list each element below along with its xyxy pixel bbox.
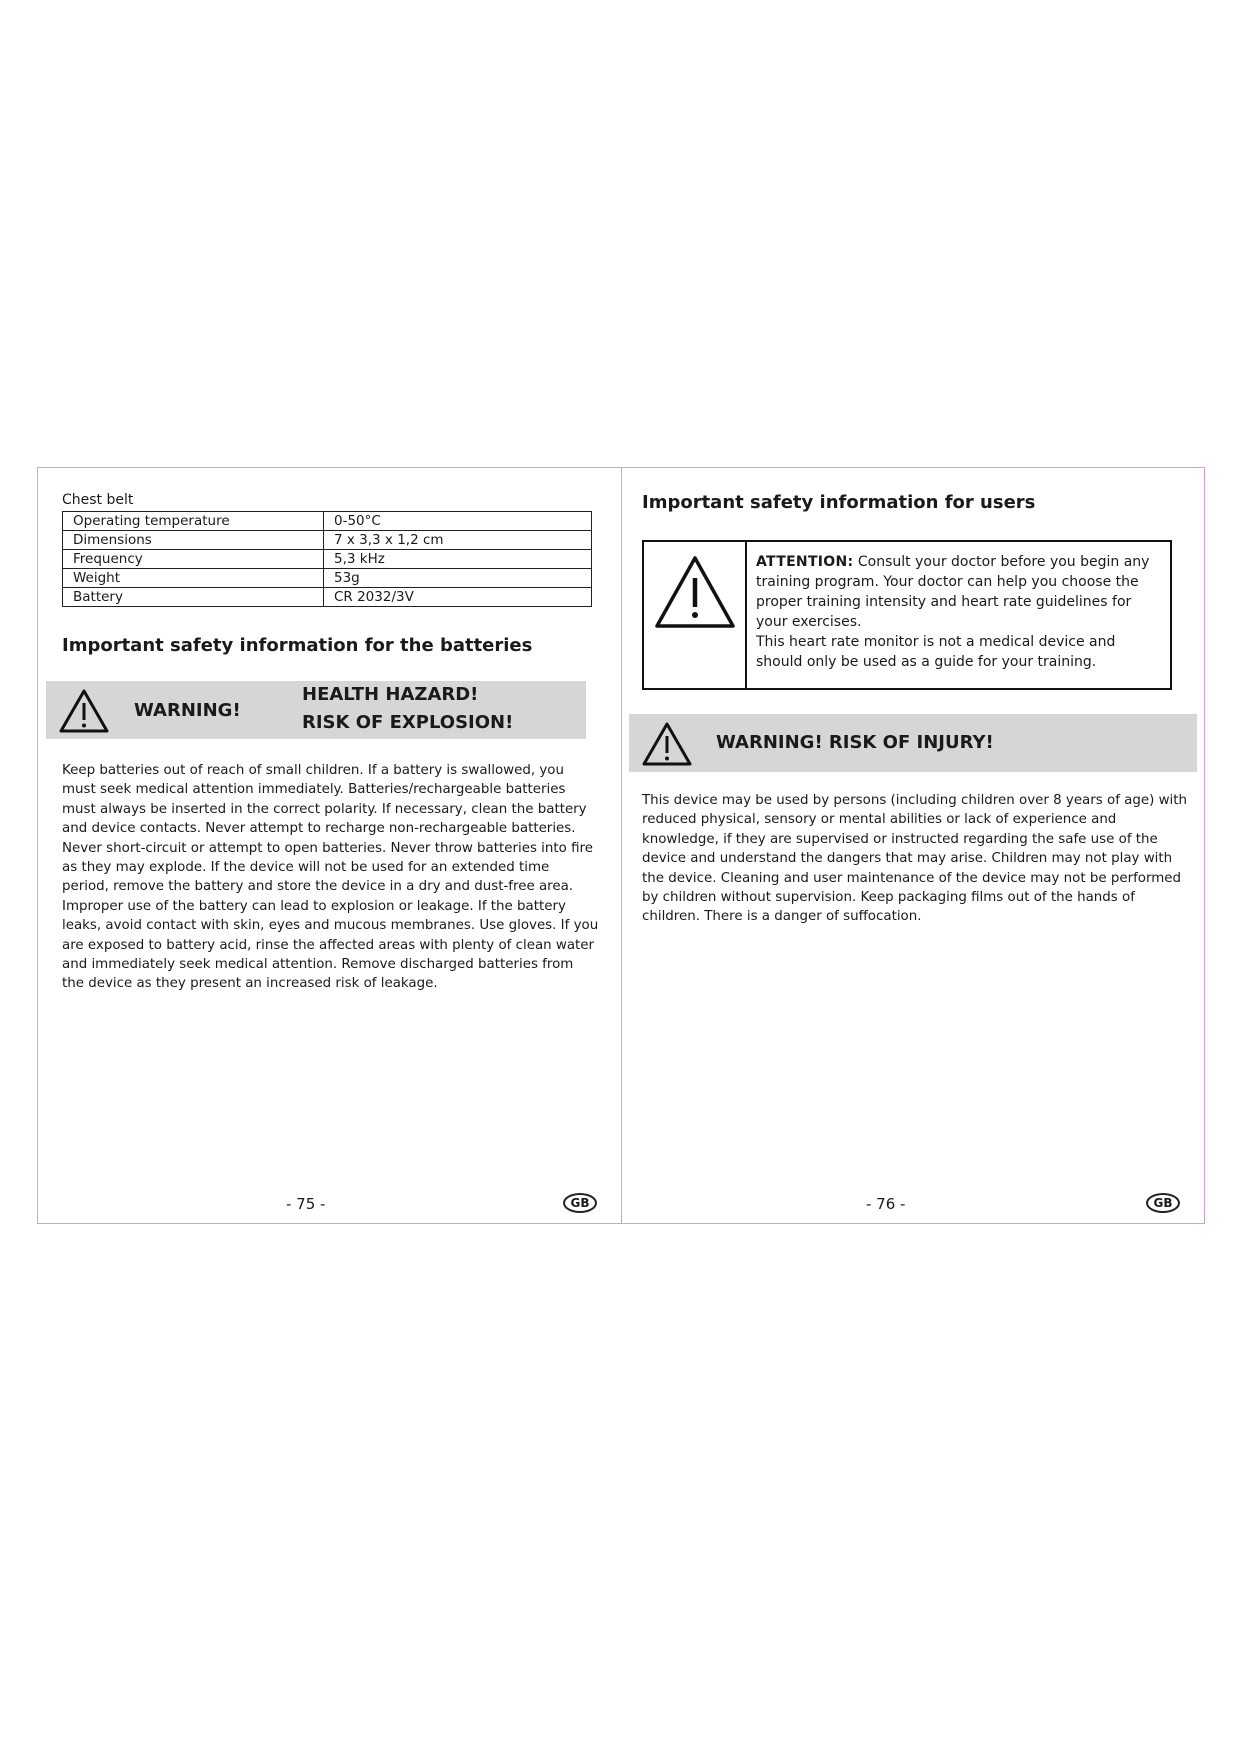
- spec-title: Chest belt: [62, 492, 134, 508]
- health-hazard-label: HEALTH HAZARD!: [302, 684, 479, 705]
- spec-label: Operating temperature: [63, 512, 324, 531]
- spec-label: Dimensions: [63, 531, 324, 550]
- page-76: [622, 468, 1204, 1223]
- battery-warning-bar: [46, 681, 586, 739]
- table-row: [63, 550, 592, 569]
- user-safety-heading: Important safety information for users: [642, 492, 1036, 513]
- spec-label: Battery: [63, 588, 324, 607]
- attention-disclaimer: This heart rate monitor is not a medical device and should only be used as a guide for your training.: [756, 634, 1116, 670]
- warning-triangle-icon: [653, 554, 737, 630]
- spec-value: 53g: [324, 569, 592, 588]
- battery-safety-heading: Important safety information for the batteries: [62, 635, 533, 656]
- table-row: [63, 569, 592, 588]
- attention-box: [642, 540, 1172, 690]
- battery-safety-text: Keep batteries out of reach of small children. If a battery is swallowed, you must seek medical attention immediately. Batteries/rechargeable batteries must always be inserted in the correct polarity. If necessary, clean the battery and device contacts. Never attempt to recharge non-rechargeable batteries. Never short-circuit or attempt to open batteries. Never throw batteries into fire as they may explode. If the device will not be used for an extended time period, remove the battery and store the device in a dry and dust-free area. Improper use of the battery can lead to explosion or leakage. If the battery leaks, avoid contact with skin, eyes and mucous membranes. Use gloves. If you are exposed to battery acid, rinse the affected areas with plenty of clean water and immediately seek medical attention. Remove discharged batteries from the device as they present an increased risk of leakage.: [62, 763, 599, 992]
- spec-label: Weight: [63, 569, 324, 588]
- injury-warning-bar: [629, 714, 1197, 772]
- spec-value: 0-50°C: [324, 512, 592, 531]
- attention-text: [756, 552, 1161, 672]
- spec-table: [62, 511, 592, 607]
- explosion-risk-label: RISK OF EXPLOSION!: [302, 712, 514, 733]
- table-row: [63, 512, 592, 531]
- page-number: - 75 -: [286, 1195, 326, 1213]
- page-75: [38, 468, 621, 1223]
- warning-triangle-icon: [641, 721, 693, 767]
- user-safety-text: This device may be used by persons (including children over 8 years of age) with reduced physical, sensory or mental abilities or lack of experience and knowledge, if they are supervised or instructed regarding the safe use of the device and understand the dangers that may arise. Children may not play with the device. Cleaning and user maintenance of the device may not be performed by children without supervision. Keep packaging films out of the hands of children. There is a danger of suffocation.: [642, 793, 1188, 925]
- country-badge: GB: [1146, 1193, 1180, 1213]
- attention-box-divider: [745, 542, 747, 688]
- warning-triangle-icon: [58, 688, 110, 734]
- spec-value: 5,3 kHz: [324, 550, 592, 569]
- attention-label: ATTENTION:: [756, 554, 854, 570]
- manual-spread: [37, 467, 1205, 1224]
- page-number: - 76 -: [866, 1195, 906, 1213]
- attention-message: Consult your doctor before you begin any training program. Your doctor can help you choose the proper training intensity and heart rate guidelines for your exercises.: [756, 554, 1150, 630]
- table-row: [63, 531, 592, 550]
- table-row: [63, 588, 592, 607]
- spec-label: Frequency: [63, 550, 324, 569]
- injury-warning-label: WARNING! RISK OF INJURY!: [716, 732, 994, 753]
- country-badge: GB: [563, 1193, 597, 1213]
- spec-value: CR 2032/3V: [324, 588, 592, 607]
- warning-label: WARNING!: [134, 700, 241, 721]
- spec-value: 7 x 3,3 x 1,2 cm: [324, 531, 592, 550]
